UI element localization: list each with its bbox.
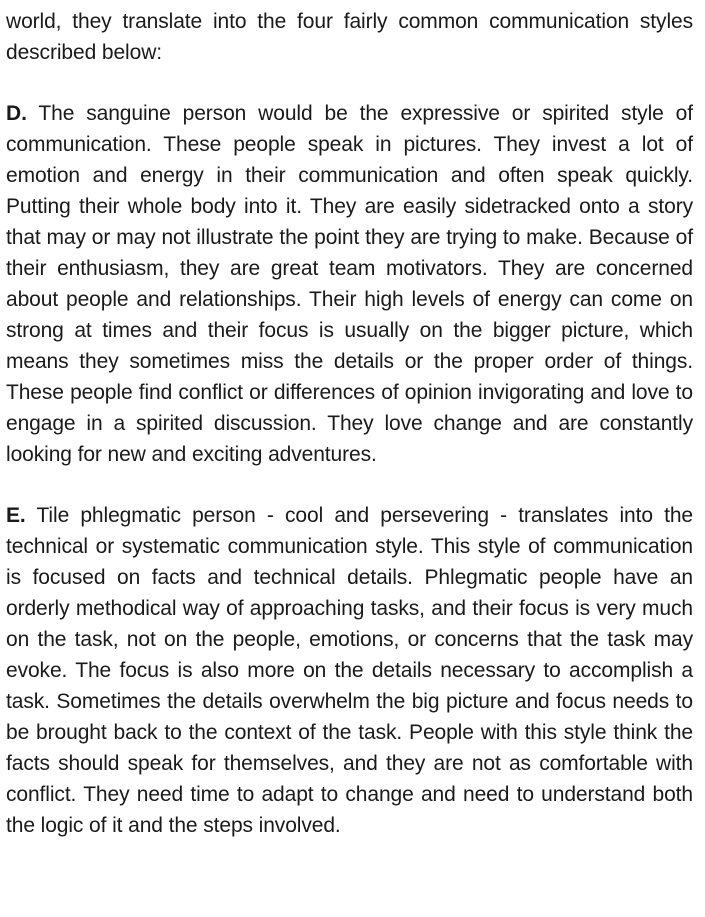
paragraph-e bbox=[6, 500, 693, 841]
paragraph-d bbox=[6, 98, 693, 470]
paragraph-d-label: D. bbox=[6, 102, 27, 125]
paragraph-e-label: E. bbox=[6, 504, 26, 527]
paragraph-e-text: Tile phlegmatic person - cool and persevering - translates into the technical or systematic communication style. This style of communication is focused on facts and technical details. Phlegmatic people have an orderly methodical way of approaching tasks, and their focus is very much on the task, not on the people, emotions, or concerns that the task may evoke. The focus is also more on the details necessary to accomplish a task. Sometimes the details overwhelm the big picture and focus needs to be brought back to the context of the task. People with this style think the facts should speak for themselves, and they are not as comfortable with conflict. They need time to adapt to change and need to understand both the logic of it and the steps involved. bbox=[6, 504, 693, 837]
paragraph-d-text: The sanguine person would be the expressive or spirited style of communication. These people speak in pictures. They invest a lot of emotion and energy in their communication and often speak quickly. Putting their whole body into it. They are easily sidetracked onto a story that may or may not illustrate the point they are trying to make. Because of their enthusiasm, they are great team motivators. They are concerned about people and relationships. Their high levels of energy can come on strong at times and their focus is usually on the bigger picture, which means they sometimes miss the details or the proper order of things. These people find conflict or differences of opinion invigorating and love to engage in a spirited discussion. They love change and are constantly looking for new and exciting adventures. bbox=[6, 102, 693, 466]
intro-paragraph: world, they translate into the four fairly common communication styles described below: bbox=[6, 10, 693, 64]
